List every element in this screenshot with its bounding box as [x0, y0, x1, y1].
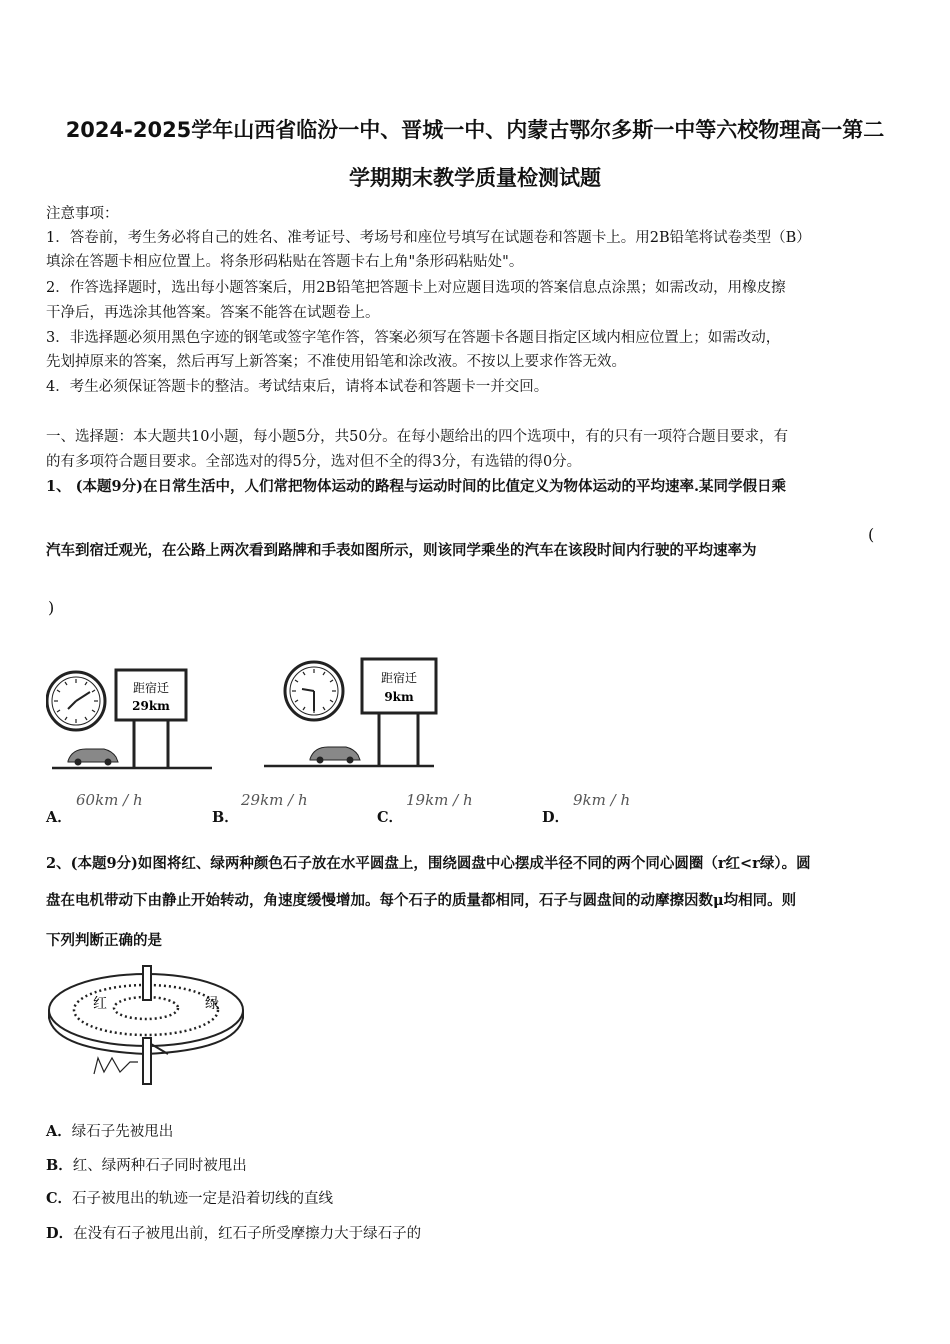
option-b-value: 29km / h — [241, 791, 308, 809]
option-c-label: C． — [377, 809, 404, 826]
option-d-label: D． — [46, 1225, 74, 1242]
notice-line: 干净后，再选涂其他答案。答案不能答在试题卷上。 — [46, 305, 380, 321]
sign-distance: 29km — [132, 699, 170, 713]
section-instructions: 的有多项符合题目要求。全部选对的得5分，选对但不全的得3分，有选错的得0分。 — [46, 454, 582, 470]
q2-option-c — [46, 1187, 333, 1208]
clock-sign-figure-2 — [262, 655, 442, 773]
question-1-text: 汽车到宿迁观光，在公路上两次看到路牌和手表如图所示，则该同学乘坐的汽车在该段时间内行驶的平均速率为 — [46, 542, 757, 559]
sign-text: 距宿迁 — [380, 671, 418, 685]
option-d-text: 在没有石子被甩出前，红石子所受摩擦力大于绿石子的 — [73, 1226, 422, 1242]
question-2-text: 下列判断正确的是 — [46, 932, 162, 949]
car-icon — [68, 749, 118, 766]
car-icon — [310, 747, 360, 764]
notice-heading: 注意事项： — [46, 206, 119, 222]
q2-option-b — [46, 1154, 247, 1175]
option-d-value: 9km / h — [573, 791, 631, 809]
road-sign-icon — [116, 670, 186, 768]
option-a-value: 60km / h — [76, 791, 143, 809]
option-a-label: A． — [46, 809, 72, 826]
watch-icon — [47, 672, 105, 730]
option-a-label: A． — [46, 1123, 72, 1140]
label-red: 红 — [93, 996, 107, 1012]
motor-sketch-icon — [94, 1058, 138, 1074]
q2-option-a — [46, 1120, 173, 1141]
notice-line: 3．非选择题必须用黑色字迹的钢笔或签字笔作答，答案必须写在答题卡各题目指定区域内相应位置上；如需改动， — [46, 330, 781, 346]
page-title-line1: 2024-2025学年山西省临汾一中、晋城一中、内蒙古鄂尔多斯一中等六校物理高一第二 — [65, 118, 885, 142]
option-b-label: B． — [46, 1157, 73, 1174]
sign-distance: 9km — [384, 690, 414, 704]
option-b-label: B． — [212, 809, 239, 826]
notice-line: 4．考生必须保证答题卡的整洁。考试结束后，请将本试卷和答题卡一并交回。 — [46, 379, 549, 395]
option-b-text: 红、绿两种石子同时被甩出 — [72, 1158, 247, 1174]
answer-paren-open: ( — [868, 525, 875, 544]
option-c-value: 19km / h — [406, 791, 473, 809]
question-1-text: 1、 (本题9分)在日常生活中，人们常把物体运动的路程与运动时间的比值定义为物体运动的平均速率.某同学假日乘 — [46, 478, 786, 495]
section-instructions: 一、选择题：本大题共10小题，每小题5分，共50分。在每小题给出的四个选项中，有的只有一项符合题目要求，有 — [46, 429, 789, 445]
notice-line: 1．答卷前，考生务必将自己的姓名、准考证号、考场号和座位号填写在试题卷和答题卡上。用2B铅笔将试卷类型（B） — [46, 230, 811, 246]
option-d-label: D． — [542, 809, 570, 826]
option-a-text: 绿石子先被甩出 — [71, 1124, 174, 1140]
answer-paren-close: ) — [48, 598, 55, 617]
q2-option-d — [46, 1222, 421, 1243]
option-c-label: C． — [46, 1190, 73, 1207]
page-title-line2: 学期期末教学质量检测试题 — [349, 166, 601, 190]
road-sign-icon — [362, 659, 436, 766]
clock-sign-figure-1 — [46, 665, 216, 775]
option-c-text: 石子被甩出的轨迹一定是沿着切线的直线 — [72, 1191, 334, 1207]
question-2-text: 2、(本题9分)如图将红、绿两种颜色石子放在水平圆盘上，围绕圆盘中心摆成半径不同的两个同心圆圈（r红<r绿）。圆 — [46, 855, 811, 872]
question-2-text: 盘在电机带动下由静止开始转动，角速度缓慢增加。每个石子的质量都相同，石子与圆盘间的动摩擦因数μ均相同。则 — [46, 892, 797, 909]
notice-line: 填涂在答题卡相应位置上。将条形码粘贴在答题卡右上角"条形码粘贴处"。 — [46, 254, 524, 270]
watch-icon — [285, 662, 343, 720]
notice-line: 2．作答选择题时，选出每小题答案后，用2B铅笔把答题卡上对应题目选项的答案信息点涂黑；如需改动，用橡皮擦 — [46, 280, 786, 296]
notice-line: 先划掉原来的答案，然后再写上新答案；不准使用铅笔和涂改液。不按以上要求作答无效。 — [46, 354, 626, 370]
sign-text: 距宿迁 — [132, 681, 170, 695]
label-green: 绿 — [205, 996, 219, 1012]
rotating-disk-figure — [46, 962, 251, 1088]
